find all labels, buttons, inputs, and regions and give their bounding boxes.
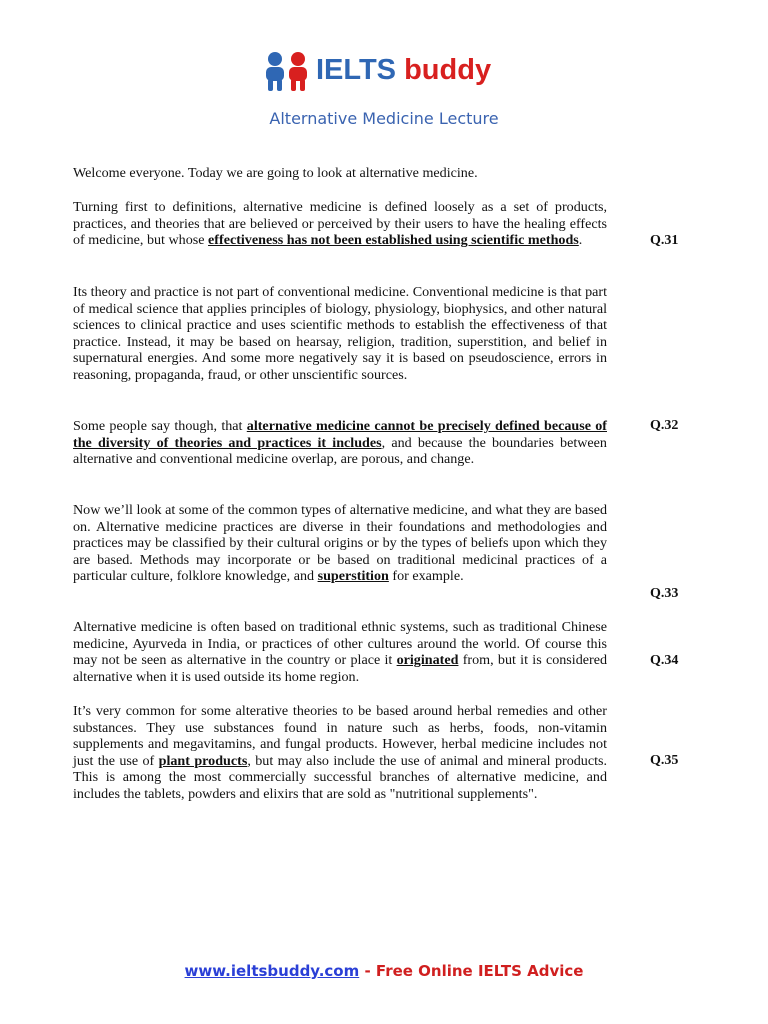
footer-website-link[interactable]: www.ieltsbuddy.com xyxy=(184,962,360,980)
paragraph-5 xyxy=(73,502,607,585)
paragraph-text: Its theory and practice is not part of conventional medicine. Conventional medicine is that part of medical science that applies principles of biology, physiology, biophysics, and other natural sciences to clinical practice and uses scientific methods to establish the effectiveness of that practice. Instead, it may be based on hearsay, religion, tradition, superstition, and belief in supernatural energies. And some more negatively say it is based on pseudoscience, errors in reasoning, propaganda, fraud, or other unscientific sources. xyxy=(73,284,607,383)
logo-buddy-text: buddy xyxy=(404,54,492,86)
paragraph-2 xyxy=(73,199,607,249)
paragraph-text: , but may also include the use of animal and mineral products. This is among the most commercially successful branches of alternative medicine, and includes the tablets, powders and elixirs that are sold as "nutritional supplements". xyxy=(73,752,608,802)
answer-highlight: originated xyxy=(396,652,459,668)
paragraph-text: . xyxy=(578,232,583,248)
paragraph-text: It’s very common for some alterative theories to be based around herbal remedies and other substances. They use substances found in nature such as herbs, foods, non-vitamin supplements and megavitamins, and fungal products. However, herbal medicine includes not just the use of xyxy=(73,703,607,769)
logo-ielts-text: IELTS xyxy=(316,54,397,86)
footer-tagline: Free Online IELTS Advice xyxy=(375,962,584,980)
question-label-33: Q.33 xyxy=(650,586,679,601)
paragraph-text: Alternative medicine is often based on traditional ethnic systems, such as traditional Chinese medicine, Ayurveda in India, or practices of other cultures around the world. Of course this may not be seen as alternative in the country or place it xyxy=(73,619,607,668)
buddies-icon xyxy=(262,50,314,92)
page-title: Alternative Medicine Lecture xyxy=(269,109,499,128)
answer-highlight: plant products xyxy=(158,752,248,769)
answer-highlight: superstition xyxy=(317,568,389,584)
footer-separator: - xyxy=(359,962,376,980)
footer xyxy=(0,962,768,980)
paragraph-text: Some people say though, that xyxy=(73,418,247,434)
paragraph-7 xyxy=(73,703,607,802)
question-label-34: Q.34 xyxy=(650,653,679,668)
paragraph-4 xyxy=(73,418,607,468)
paragraph-text: Now we’ll look at some of the common types of alternative medicine, and what they are based on. Alternative medicine practices are diverse in their foundations and methodologies and practices may be classified by their cultural origins or by the types of beliefs upon which they are based. Methods may incorporate or be based on traditional medicinal practices of a particular culture, folklore knowledge, and xyxy=(73,502,607,584)
paragraph-text: , and because the boundaries between alternative and conventional medicine overlap, are porous, and change. xyxy=(73,434,607,467)
paragraph-text: Welcome everyone. Today we are going to look at alternative medicine. xyxy=(73,165,478,181)
answer-highlight: alternative medicine cannot be precisely defined because of the diversity of theories and practices it includes xyxy=(73,418,607,451)
answer-highlight: effectiveness has not been established using scientific methods xyxy=(208,232,579,248)
paragraph-text: from, but it is considered alternative when it is used outside its home region. xyxy=(73,652,608,685)
question-label-35: Q.35 xyxy=(650,753,679,768)
question-label-32: Q.32 xyxy=(650,418,679,433)
logo-wordmark xyxy=(316,54,491,87)
paragraph-3 xyxy=(73,284,607,383)
ieltsbuddy-logo xyxy=(262,48,512,96)
question-label-31: Q.31 xyxy=(650,233,679,248)
paragraph-text: Turning first to definitions, alternative medicine is defined loosely as a set of products, practices, and theories that are believed or perceived by their users to have the healing effects of medicine, but whose xyxy=(73,199,607,248)
paragraph-6 xyxy=(73,619,607,685)
paragraph-1 xyxy=(73,165,607,182)
paragraph-text: for example. xyxy=(388,568,464,584)
